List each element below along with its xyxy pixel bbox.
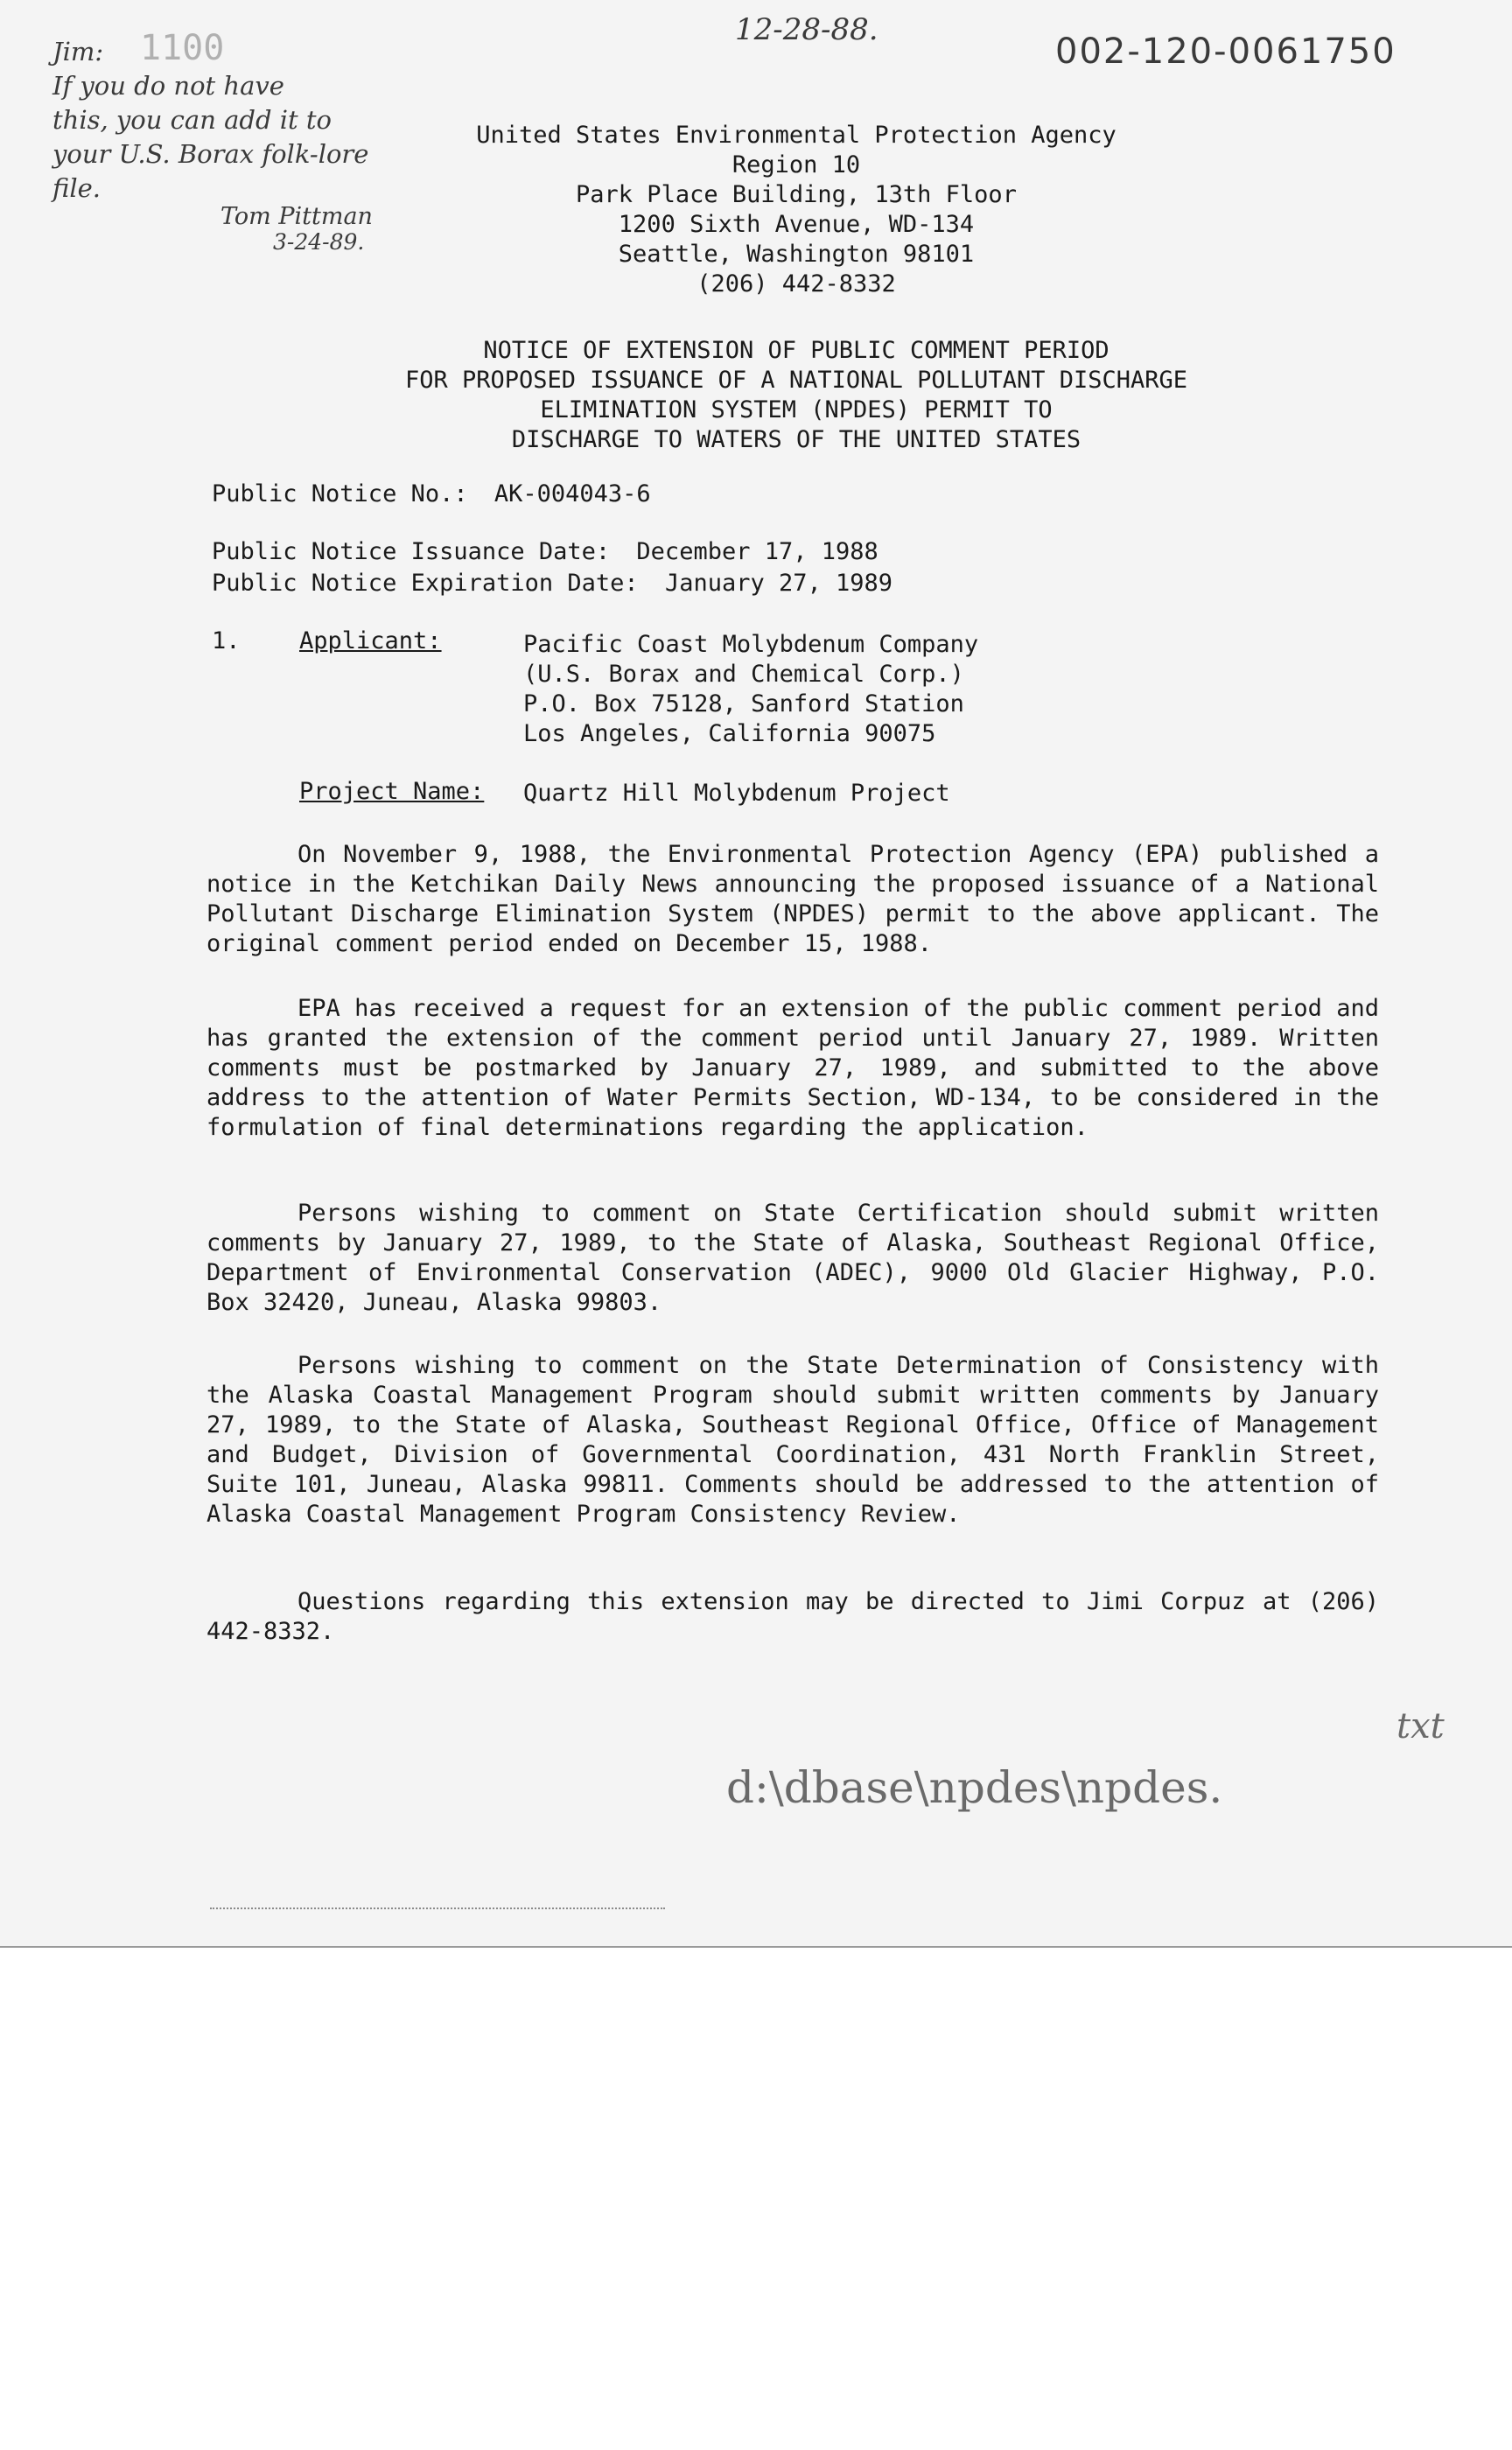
handwritten-note	[52, 35, 402, 206]
applicant-item-number: 1.	[212, 627, 241, 654]
note-line: your U.S. Borax folk-lore	[52, 139, 369, 169]
paragraph-coastal-consistency: Persons wishing to comment on the State Determination of Consistency with the Alaska Coastal Management Program should submit written comments by January 27, 1989, to the State of Alaska, Southeast Regional Office, Office of Management and Budget, Division of Governmental Coordination, 431 North Franklin Street, Suite 101, Juneau, Alaska 99811. Comments should be addressed to the attention of Alaska Coastal Management Program Consistency Review.	[206, 1352, 1379, 1528]
handwritten-date: 12-28-88.	[735, 12, 878, 47]
issuance-date-label: Public Notice Issuance Date:	[212, 538, 611, 565]
handwritten-extension: txt	[1396, 1706, 1445, 1746]
applicant-address	[523, 630, 978, 749]
note-line: Jim:	[52, 37, 104, 66]
public-notice-number-label: Public Notice No.:	[212, 480, 468, 508]
expiration-date-label: Public Notice Expiration Date:	[212, 570, 639, 597]
project-name-label: Project Name:	[299, 778, 485, 805]
header-line: 1200 Sixth Avenue, WD-134	[618, 211, 975, 238]
title-line: ELIMINATION SYSTEM (NPDES) PERMIT TO	[540, 396, 1053, 424]
paragraph-publication: On November 9, 1988, the Environmental Protection Agency (EPA) published a notice in the Ketchikan Daily News announcing the proposed issuance of a National Pollutant Discharge Elimination System (NPDES) permit to the above applicant. The original comment period ended on December 15, 1988.	[206, 841, 1379, 957]
faded-stamp-code: 1100	[140, 28, 225, 68]
agency-header	[411, 121, 1181, 299]
handwritten-file-path: d:\dbase\npdes\npdes.	[726, 1762, 1223, 1813]
issuance-date-value: December 17, 1988	[636, 538, 878, 565]
paragraph-questions: Questions regarding this extension may be directed to Jimi Corpuz at (206) 442-8332.	[206, 1588, 1379, 1645]
project-name	[299, 777, 484, 807]
title-line: DISCHARGE TO WATERS OF THE UNITED STATES	[511, 426, 1082, 453]
handwritten-document-number: 002-120-0061750	[1055, 32, 1396, 72]
expiration-date-value: January 27, 1989	[664, 570, 893, 597]
expiration-date	[212, 569, 892, 598]
address-line: Los Angeles, California 90075	[523, 720, 936, 747]
note-line: this, you can add it to	[52, 105, 332, 135]
header-line: Region 10	[732, 151, 861, 178]
paragraph-state-certification: Persons wishing to comment on State Certification should submit written comments by January 27, 1989, to the State of Alaska, Southeast Regional Office, Department of Environmental Conservation (ADEC), 9000 Old Glacier Highway, P.O. Box 32420, Juneau, Alaska 99803.	[206, 1200, 1379, 1316]
public-notice-number	[212, 480, 651, 509]
paragraph-extension: EPA has received a request for an extension of the public comment period and has granted the extension of the comment period until January 27, 1989. Written comments must be postmarked by January 27, 1989, and submitted to the above address to the attention of Water Permits Section, WD-134, to be considered in the formulation of final determinations regarding the application.	[206, 995, 1379, 1141]
address-line: P.O. Box 75128, Sanford Station	[523, 690, 964, 718]
title-line: FOR PROPOSED ISSUANCE OF A NATIONAL POLLUTANT DISCHARGE	[404, 367, 1188, 394]
issuance-date	[212, 537, 878, 567]
public-notice-number-value: AK-004043-6	[494, 480, 651, 508]
header-line: Park Place Building, 13th Floor	[576, 181, 1017, 208]
address-line: Pacific Coast Molybdenum Company	[523, 631, 979, 658]
header-line: Seattle, Washington 98101	[618, 241, 975, 268]
handwritten-signature: Tom Pittman	[220, 203, 373, 230]
project-name-value: Quartz Hill Molybdenum Project	[523, 780, 950, 807]
note-line: If you do not have	[52, 71, 284, 101]
dotted-divider	[210, 1908, 665, 1909]
notice-title	[368, 336, 1225, 455]
header-line: (206) 442-8332	[696, 270, 896, 298]
title-line: NOTICE OF EXTENSION OF PUBLIC COMMENT PERIOD	[483, 337, 1110, 364]
address-line: (U.S. Borax and Chemical Corp.)	[523, 661, 964, 688]
note-line: file.	[52, 173, 101, 203]
applicant-label: Applicant:	[299, 627, 442, 654]
header-line: United States Environmental Protection Agency	[476, 122, 1116, 149]
handwritten-signature-date: 3-24-89.	[273, 229, 365, 255]
